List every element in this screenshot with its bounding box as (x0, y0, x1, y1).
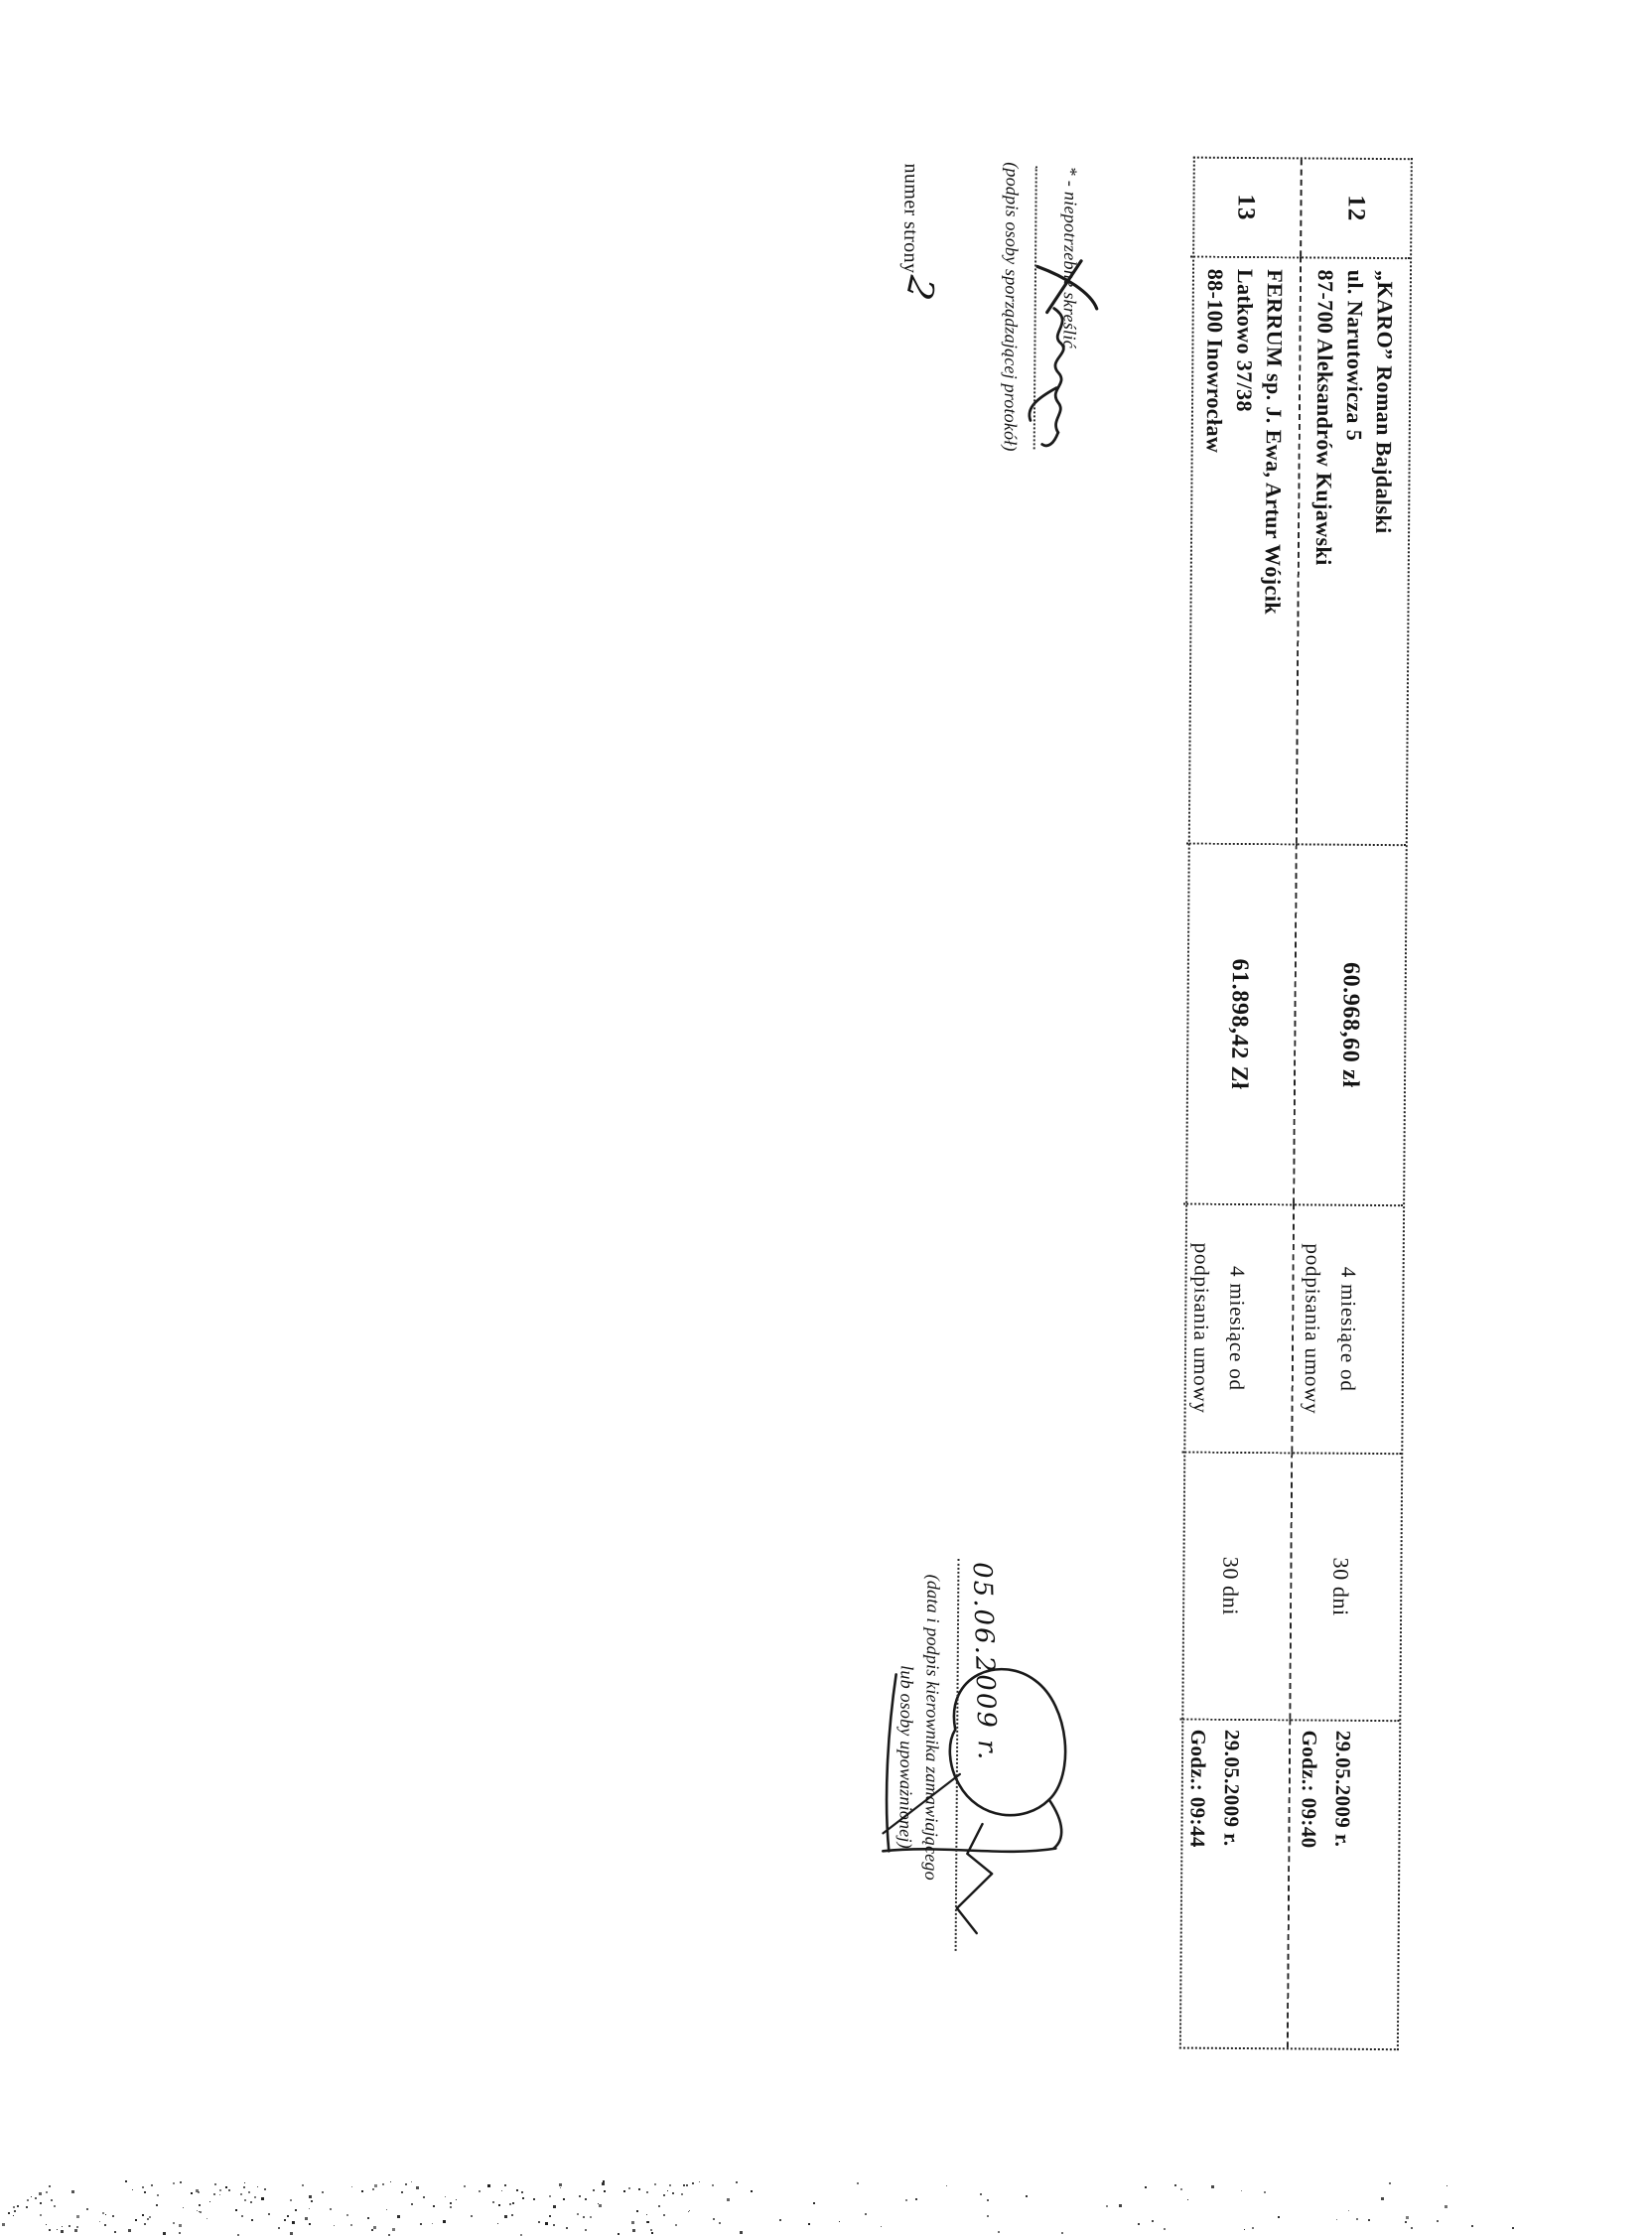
term-line: 4 miesiące od (1224, 1265, 1250, 1391)
bidder-name-cell (1186, 256, 1302, 844)
payment-term-cell: 30 dni (1179, 1452, 1293, 1720)
submission-time-line: Godz.: 09:40 (1297, 1730, 1322, 1849)
clerk-signature (1019, 248, 1110, 463)
bidder-city-line: 87-700 Aleksandrów Kujawski (1311, 269, 1339, 566)
submission-date-cell (1289, 1719, 1399, 2048)
asterisk-footnote: * - niepotrzebne skreślić (1059, 166, 1081, 350)
offer-price-cell: 60.968,60 zł (1295, 843, 1406, 1204)
page-number-label: numer strony (898, 163, 922, 274)
row-number-cell: 13 (1190, 159, 1303, 257)
term-line: podpisania umowy (1188, 1242, 1214, 1414)
bidder-name-line: FERRUM sp. J. Ewa, Artur Wójcik (1260, 269, 1289, 616)
completion-term-cell (1181, 1203, 1295, 1453)
bidder-street-line: ul. Narutowicza 5 (1342, 269, 1369, 442)
row-number-cell: 12 (1342, 195, 1371, 222)
completion-term-cell (1293, 1203, 1403, 1453)
clerk-signature-caption: (podpis osoby sporządzającej protokół) (1000, 162, 1023, 452)
submission-time-line: Godz.: 09:44 (1185, 1729, 1211, 1848)
submission-date-cell (1177, 1719, 1291, 2048)
handwritten-page-number: 2 (896, 272, 942, 304)
term-line: 4 miesiące od (1335, 1266, 1361, 1392)
manager-caption-line: (data i podpis kierownika zamawiającego (921, 1574, 944, 1881)
bidder-street-line: Latkowo 37/38 (1231, 268, 1259, 413)
submission-date-line: 29.05.2009 r. (1219, 1729, 1245, 1847)
handwritten-date: 05.06.2009 r. (966, 1561, 1003, 1762)
bidder-name-cell (1298, 256, 1410, 844)
offer-price-cell: 61.898,42 Zł (1183, 843, 1298, 1204)
manager-caption-line: lub osoby upoważnionej) (895, 1665, 917, 1849)
submission-date-line: 29.05.2009 r. (1330, 1730, 1356, 1848)
bidder-name-line: „KARO” Roman Bajdalski (1371, 269, 1399, 534)
manager-signature-caption (893, 1574, 947, 1939)
payment-term-cell: 30 dni (1291, 1452, 1401, 1720)
term-line: podpisania umowy (1300, 1243, 1325, 1415)
offers-table (1179, 157, 1413, 2051)
bidder-city-line: 88-100 Inowrocław (1201, 268, 1229, 454)
